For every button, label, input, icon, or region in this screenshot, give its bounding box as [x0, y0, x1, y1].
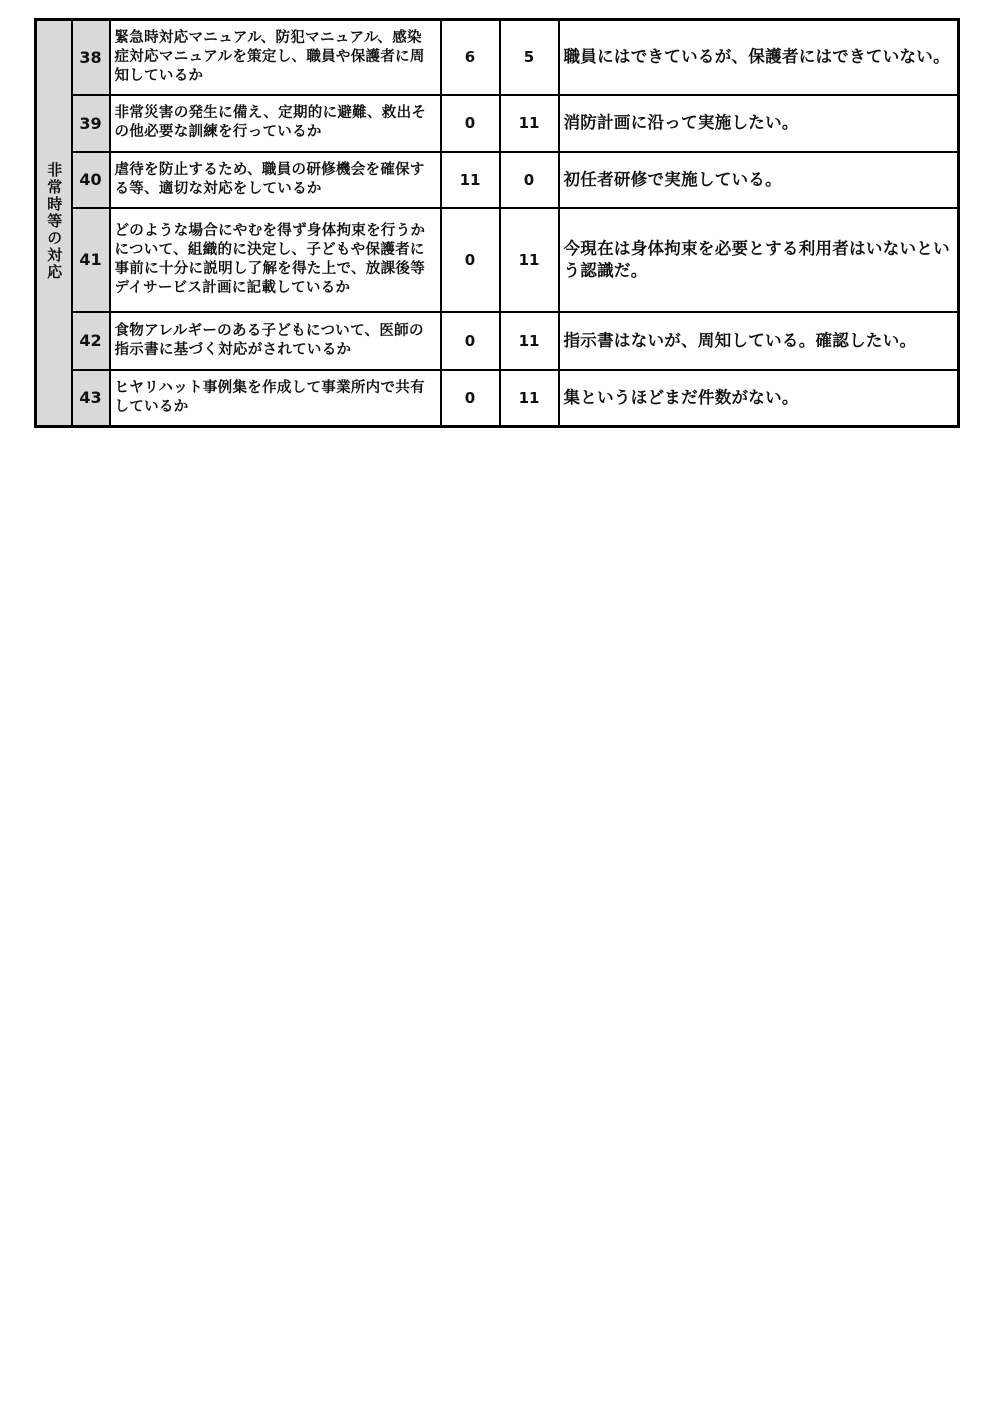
item-text: 虐待を防止するため、職員の研修機会を確保する等、適切な対応をしているか: [110, 152, 441, 208]
evaluation-table: [34, 18, 960, 428]
item-number: 42: [72, 312, 110, 370]
no-count: 0: [500, 152, 559, 208]
item-text: ヒヤリハット事例集を作成して事業所内で共有しているか: [110, 370, 441, 427]
table-row: [36, 208, 959, 312]
yes-count: 11: [441, 152, 500, 208]
item-text: 非常災害の発生に備え、定期的に避難、救出その他必要な訓練を行っているか: [110, 95, 441, 152]
yes-count: 0: [441, 312, 500, 370]
improvement-note: 指示書はないが、周知している。確認したい。: [559, 312, 959, 370]
improvement-note: 今現在は身体拘束を必要とする利用者はいないという認識だ。: [559, 208, 959, 312]
category-cell: [36, 20, 72, 427]
item-number: 39: [72, 95, 110, 152]
item-number: 40: [72, 152, 110, 208]
table-row: [36, 152, 959, 208]
table-row: [36, 20, 959, 95]
yes-count: 0: [441, 208, 500, 312]
improvement-note: 職員にはできているが、保護者にはできていない。: [559, 20, 959, 95]
item-number: 41: [72, 208, 110, 312]
no-count: 5: [500, 20, 559, 95]
no-count: 11: [500, 208, 559, 312]
yes-count: 0: [441, 370, 500, 427]
item-text: 緊急時対応マニュアル、防犯マニュアル、感染症対応マニュアルを策定し、職員や保護者に周知しているか: [110, 20, 441, 95]
category-label: 非常時等の対応: [45, 161, 64, 281]
no-count: 11: [500, 95, 559, 152]
yes-count: 6: [441, 20, 500, 95]
improvement-note: 消防計画に沿って実施したい。: [559, 95, 959, 152]
improvement-note: 集というほどまだ件数がない。: [559, 370, 959, 427]
table-row: [36, 95, 959, 152]
item-number: 43: [72, 370, 110, 427]
item-number: 38: [72, 20, 110, 95]
item-text: 食物アレルギーのある子どもについて、医師の指示書に基づく対応がされているか: [110, 312, 441, 370]
improvement-note: 初任者研修で実施している。: [559, 152, 959, 208]
yes-count: 0: [441, 95, 500, 152]
no-count: 11: [500, 312, 559, 370]
no-count: 11: [500, 370, 559, 427]
table-row: [36, 370, 959, 427]
item-text: どのような場合にやむを得ず身体拘束を行うかについて、組織的に決定し、子どもや保護者に事前に十分に説明し了解を得た上で、放課後等デイサービス計画に記載しているか: [110, 208, 441, 312]
table-row: [36, 312, 959, 370]
